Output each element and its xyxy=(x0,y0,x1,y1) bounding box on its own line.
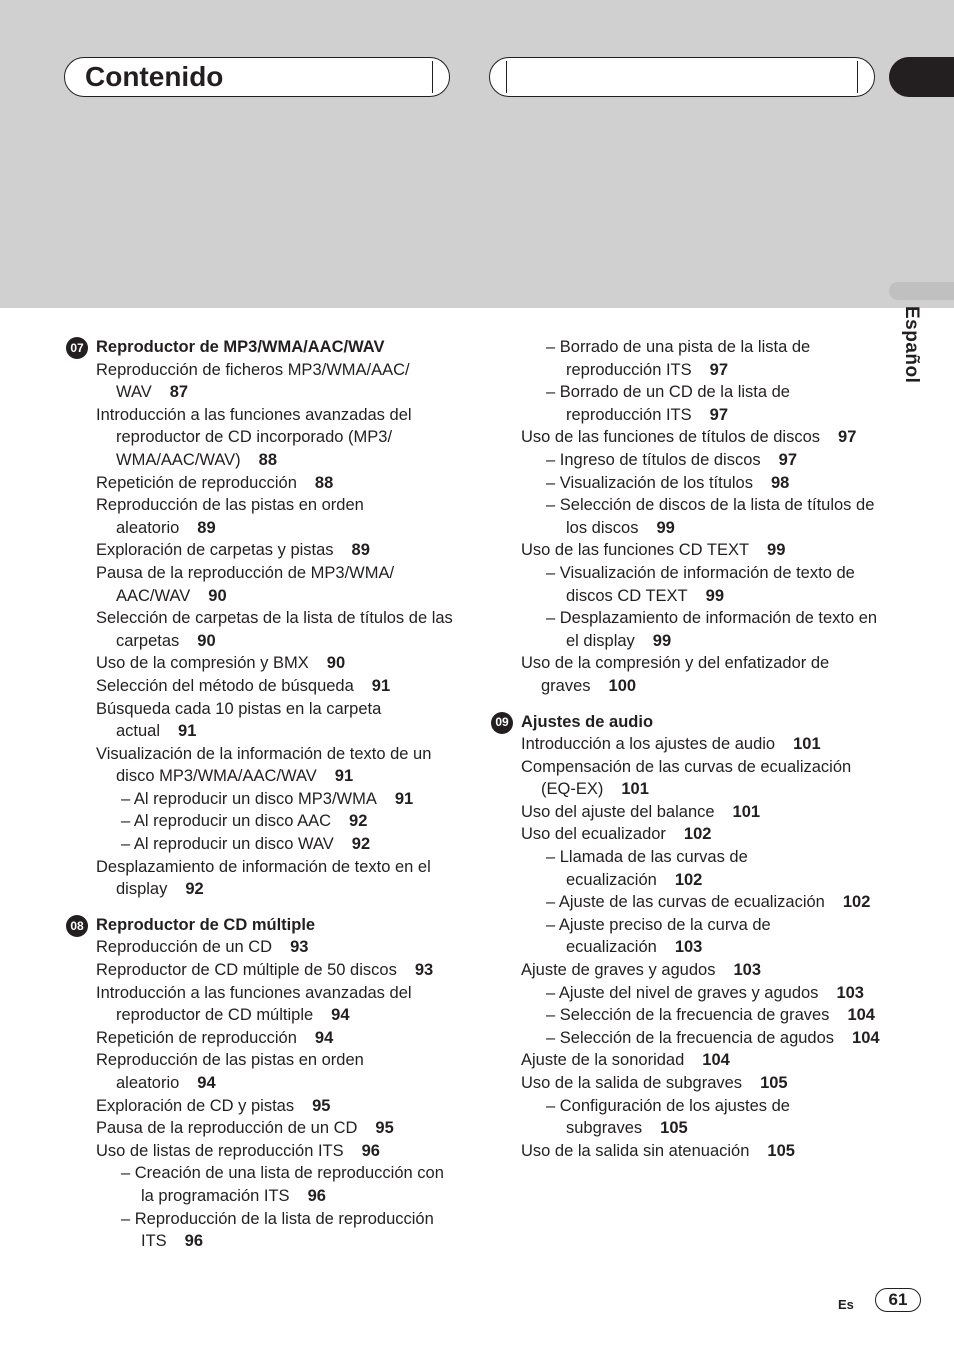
toc-entry[interactable] xyxy=(521,1140,881,1163)
entry-text: Selección del método de búsqueda xyxy=(96,676,354,695)
entry-text: Uso de listas de reproducción ITS xyxy=(96,1141,344,1160)
toc-entry[interactable] xyxy=(96,1027,456,1050)
section-title: Ajustes de audio xyxy=(521,712,654,731)
entry-page-number: 93 xyxy=(414,961,434,980)
toc-entry[interactable] xyxy=(96,1095,456,1118)
entry-page-number: 100 xyxy=(608,676,637,695)
entry-text: Reproducción de las pistas en orden aleatorio xyxy=(96,1051,364,1092)
toc-entry[interactable] xyxy=(521,756,881,801)
toc-entry[interactable] xyxy=(96,982,456,1027)
entry-text: Exploración de CD y pistas xyxy=(96,1096,295,1115)
entry-text: Uso de las funciones de títulos de discos xyxy=(521,428,821,447)
entry-text: – Selección de la frecuencia de agudos xyxy=(546,1028,835,1047)
entry-page-number: 94 xyxy=(197,1074,216,1092)
entry-page-number: 87 xyxy=(169,383,189,402)
entry-page-number: 103 xyxy=(733,961,761,980)
entry-page-number: 89 xyxy=(197,518,216,537)
entry-text: Compensación de las curvas de ecualización (EQ-EX) xyxy=(521,757,852,799)
toc-entry[interactable] xyxy=(96,743,456,788)
section-heading[interactable] xyxy=(70,914,456,937)
section-number-badge: 07 xyxy=(66,337,88,359)
entry-page-number: 101 xyxy=(732,802,761,821)
toc-subentry[interactable] xyxy=(521,562,881,607)
toc-subentry[interactable] xyxy=(521,336,881,381)
entry-text: Uso del ecualizador xyxy=(521,825,666,844)
entry-page-number: 99 xyxy=(705,586,724,605)
entry-text: Introducción a las funciones avanzadas del reproductor de CD múltiple xyxy=(96,983,412,1025)
entry-text: Repetición de reproducción xyxy=(96,1028,297,1047)
entry-text: Búsqueda cada 10 pistas en la carpeta actual xyxy=(96,699,382,741)
toc-subentry[interactable] xyxy=(96,788,456,811)
language-label: Español xyxy=(901,306,922,384)
toc-subentry[interactable] xyxy=(96,833,456,856)
toc-entry[interactable] xyxy=(521,1072,881,1095)
entry-page-number: 90 xyxy=(326,654,346,673)
entry-text: Introducción a los ajustes de audio xyxy=(521,735,776,754)
toc-entry[interactable] xyxy=(96,494,456,539)
section-number-badge: 08 xyxy=(66,915,88,937)
entry-page-number: 104 xyxy=(847,1006,875,1025)
entry-text: – Configuración de los ajustes de subgraves xyxy=(546,1096,790,1138)
toc-entry[interactable] xyxy=(96,359,456,404)
toc-subentry[interactable] xyxy=(521,449,881,472)
entry-text: Uso de la compresión y BMX xyxy=(96,654,309,673)
toc-subentry[interactable] xyxy=(521,494,881,539)
entry-text: – Al reproducir un disco AAC xyxy=(121,812,332,831)
entry-text: Visualización de la información de texto de un disco MP3/WMA/AAC/WAV xyxy=(96,744,432,786)
entry-page-number: 96 xyxy=(307,1186,326,1205)
blank-box-divider-left xyxy=(506,61,507,93)
toc-entry[interactable] xyxy=(96,472,456,495)
entry-page-number: 91 xyxy=(371,676,391,695)
entry-page-number: 104 xyxy=(852,1028,880,1047)
entry-text: Reproducción de ficheros MP3/WMA/AAC/ WAV xyxy=(96,360,410,402)
entry-page-number: 91 xyxy=(394,789,414,808)
header-edge-tab xyxy=(889,57,954,97)
entry-text: – Ajuste del nivel de graves y agudos xyxy=(546,983,819,1002)
toc-subentry[interactable] xyxy=(521,1095,881,1140)
toc-subentry[interactable] xyxy=(521,1027,881,1050)
entry-page-number: 102 xyxy=(683,825,712,844)
footer-language-code: Es xyxy=(838,1297,854,1312)
entry-text: Uso de la salida sin atenuación xyxy=(521,1141,750,1160)
entry-text: – Borrado de una pista de la lista de reproducción ITS xyxy=(546,338,811,379)
entry-text: – Ajuste de las curvas de ecualización xyxy=(546,893,825,912)
entry-page-number: 89 xyxy=(351,541,370,560)
toc-subentry[interactable] xyxy=(521,914,881,959)
entry-page-number: 105 xyxy=(660,1119,688,1138)
blank-box-divider-right xyxy=(857,61,858,93)
toc-entry[interactable] xyxy=(521,1049,881,1072)
entry-text: Reproducción de las pistas en orden aleatorio xyxy=(96,496,364,537)
toc-entry[interactable] xyxy=(96,856,456,901)
entry-text: Uso del ajuste del balance xyxy=(521,802,715,821)
entry-text: Introducción a las funciones avanzadas del reproductor de CD incorporado (MP3/ WMA/AAC/WAV) xyxy=(96,405,412,469)
entry-page-number: 101 xyxy=(621,780,649,799)
toc-entry[interactable] xyxy=(96,1140,456,1163)
entry-text: Desplazamiento de información de texto en el display xyxy=(96,857,431,899)
toc-entry[interactable] xyxy=(96,607,456,652)
title-box xyxy=(64,57,450,97)
entry-page-number: 98 xyxy=(770,473,790,492)
toc-entry[interactable] xyxy=(521,426,881,449)
toc-section xyxy=(70,336,456,901)
entry-page-number: 88 xyxy=(314,473,334,492)
toc-subentry[interactable] xyxy=(521,891,881,914)
entry-text: Repetición de reproducción xyxy=(96,473,297,492)
toc-entry[interactable] xyxy=(96,539,456,562)
toc-subentry[interactable] xyxy=(521,1004,881,1027)
toc-subentry[interactable] xyxy=(521,472,881,495)
entry-page-number: 101 xyxy=(793,735,821,754)
entry-page-number: 102 xyxy=(674,870,703,889)
entry-text: – Selección de discos de la lista de títulos de los discos xyxy=(546,496,875,537)
entry-text: Reproductor de CD múltiple de 50 discos xyxy=(96,961,397,980)
entry-page-number: 90 xyxy=(197,631,216,650)
entry-page-number: 99 xyxy=(652,631,672,650)
entry-page-number: 105 xyxy=(760,1074,788,1092)
entry-text: – Desplazamiento de información de texto en el display xyxy=(546,609,878,650)
entry-page-number: 94 xyxy=(331,1006,350,1025)
entry-text: Reproducción de un CD xyxy=(96,938,273,957)
entry-text: Ajuste de graves y agudos xyxy=(521,961,716,980)
toc-entry[interactable] xyxy=(96,404,456,472)
section-heading[interactable] xyxy=(70,336,456,359)
entry-text: Ajuste de la sonoridad xyxy=(521,1051,685,1070)
entry-text: – Llamada de las curvas de ecualización xyxy=(546,848,748,889)
entry-page-number: 88 xyxy=(258,450,278,469)
entry-text: – Visualización de información de texto de discos CD TEXT xyxy=(546,563,855,605)
toc-entry[interactable] xyxy=(96,675,456,698)
toc-subentry[interactable] xyxy=(521,607,881,652)
toc-subentry[interactable] xyxy=(96,810,456,833)
toc-entry[interactable] xyxy=(521,539,881,562)
entry-page-number: 92 xyxy=(351,835,371,854)
entry-text: Exploración de carpetas y pistas xyxy=(96,541,334,560)
entry-page-number: 96 xyxy=(361,1141,380,1160)
entry-page-number: 97 xyxy=(838,428,857,447)
toc-section xyxy=(521,336,881,698)
title-box-divider xyxy=(432,61,433,93)
entry-page-number: 99 xyxy=(656,518,675,537)
entry-page-number: 97 xyxy=(778,450,797,469)
section-heading[interactable] xyxy=(495,711,881,734)
entry-text: – Al reproducir un disco WAV xyxy=(121,835,334,854)
entry-page-number: 95 xyxy=(375,1119,394,1138)
toc-entry[interactable] xyxy=(521,959,881,982)
entry-text: Pausa de la reproducción de un CD xyxy=(96,1119,358,1138)
entry-page-number: 99 xyxy=(767,541,786,560)
toc-section xyxy=(495,711,881,1163)
entry-page-number: 92 xyxy=(185,880,204,899)
page-title: Contenido xyxy=(85,61,224,92)
toc-subentry[interactable] xyxy=(96,1208,456,1253)
entry-text: Selección de carpetas de la lista de títulos de las carpetas xyxy=(96,609,453,650)
entry-page-number: 104 xyxy=(702,1051,730,1070)
toc-entry[interactable] xyxy=(96,1117,456,1140)
entry-page-number: 91 xyxy=(334,767,354,786)
entry-text: – Visualización de los títulos xyxy=(546,473,753,492)
toc-subentry[interactable] xyxy=(521,846,881,891)
entry-page-number: 97 xyxy=(709,360,729,379)
entry-page-number: 92 xyxy=(349,812,368,831)
section-number-badge: 09 xyxy=(491,712,513,734)
entry-text: Uso de la salida de subgraves xyxy=(521,1074,743,1092)
language-edge-tab xyxy=(889,282,954,300)
toc-entry[interactable] xyxy=(96,652,456,675)
entry-text: – Ingreso de títulos de discos xyxy=(546,450,761,469)
section-title: Reproductor de MP3/WMA/AAC/WAV xyxy=(96,338,385,356)
entry-page-number: 103 xyxy=(674,938,703,957)
entry-text: – Reproducción de la lista de reproducción ITS xyxy=(121,1209,434,1251)
entry-page-number: 105 xyxy=(767,1141,795,1160)
entry-text: – Al reproducir un disco MP3/WMA xyxy=(121,789,377,808)
toc-column-right xyxy=(495,336,881,1162)
entry-page-number: 93 xyxy=(290,938,309,957)
toc-entry[interactable] xyxy=(521,652,881,697)
page-number: 61 xyxy=(875,1288,921,1312)
toc-entry[interactable] xyxy=(96,959,456,982)
entry-page-number: 94 xyxy=(314,1028,334,1047)
entry-page-number: 102 xyxy=(842,893,871,912)
section-title: Reproductor de CD múltiple xyxy=(96,915,316,934)
entry-page-number: 95 xyxy=(312,1096,331,1115)
entry-text: – Borrado de un CD de la lista de reproducción ITS xyxy=(546,383,790,424)
toc-entry[interactable] xyxy=(96,936,456,959)
entry-text: – Selección de la frecuencia de graves xyxy=(546,1006,830,1025)
entry-text: – Ajuste preciso de la curva de ecualización xyxy=(546,915,771,957)
blank-header-box xyxy=(489,57,875,97)
entry-text: – Creación de una lista de reproducción con la programación ITS xyxy=(121,1164,444,1205)
toc-column-left xyxy=(70,336,456,1253)
toc-subentry[interactable] xyxy=(96,1162,456,1207)
entry-page-number: 103 xyxy=(836,983,864,1002)
toc-entry[interactable] xyxy=(521,823,881,846)
toc-subentry[interactable] xyxy=(521,381,881,426)
entry-text: Uso de las funciones CD TEXT xyxy=(521,541,750,560)
entry-page-number: 97 xyxy=(709,405,729,424)
entry-page-number: 96 xyxy=(184,1232,204,1251)
entry-page-number: 91 xyxy=(178,722,197,741)
entry-text: Pausa de la reproducción de MP3/WMA/ AAC/WAV xyxy=(96,563,395,605)
entry-text: Uso de la compresión y del enfatizador de graves xyxy=(521,654,830,695)
entry-page-number: 90 xyxy=(208,586,227,605)
toc-entry[interactable] xyxy=(521,733,881,756)
toc-entry[interactable] xyxy=(96,1049,456,1094)
toc-entry[interactable] xyxy=(96,562,456,607)
header-band xyxy=(0,0,954,308)
toc-section xyxy=(70,914,456,1253)
toc-subentry[interactable] xyxy=(521,982,881,1005)
toc-entry[interactable] xyxy=(96,698,456,743)
toc-entry[interactable] xyxy=(521,801,881,824)
